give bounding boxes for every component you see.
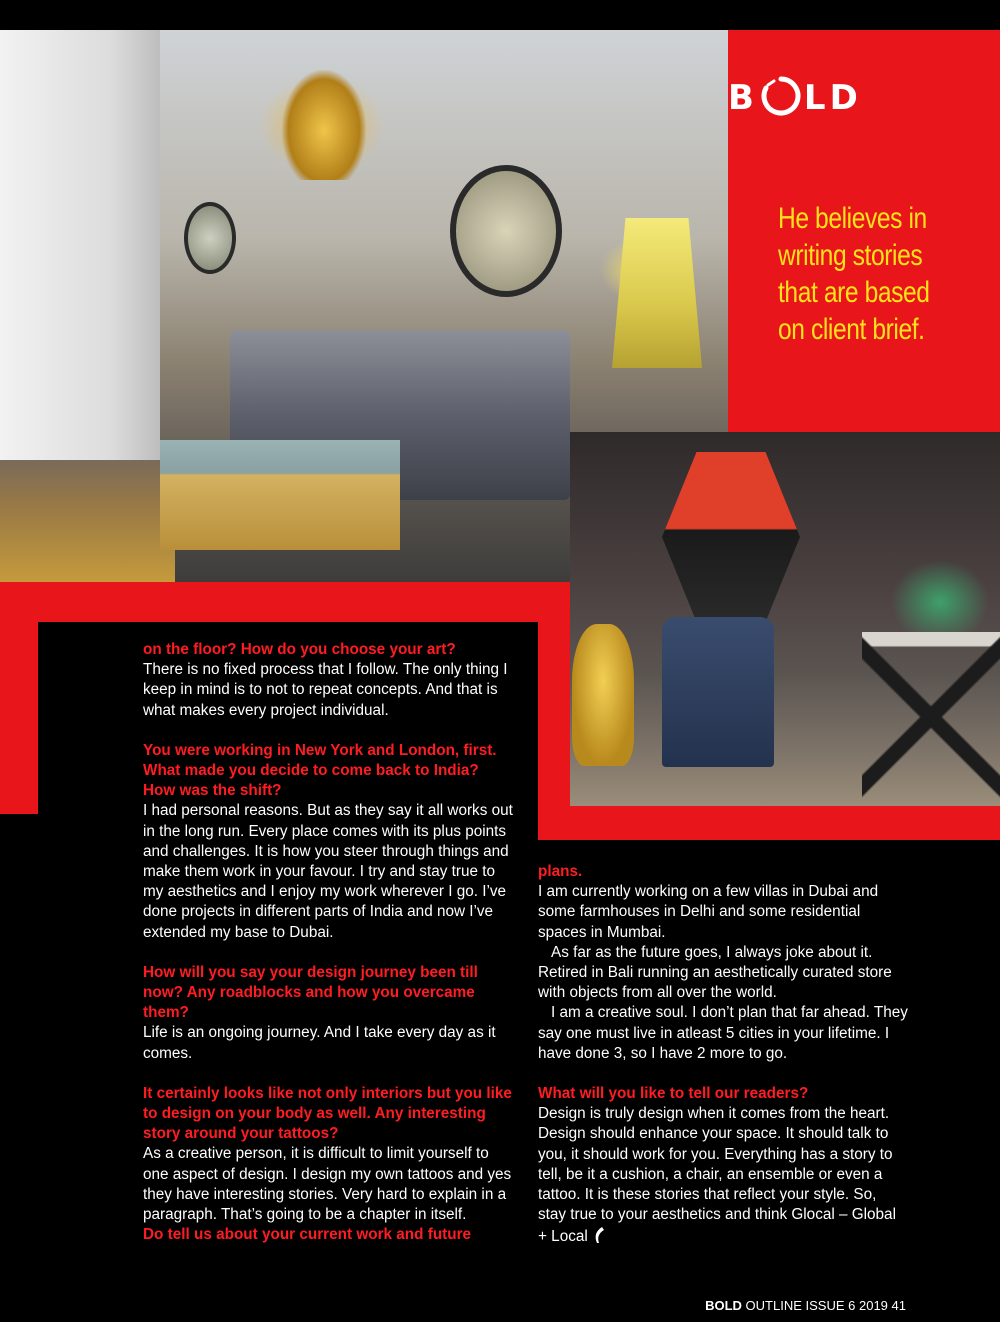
yellow-lamp: [612, 218, 702, 368]
logo-letter-b: B: [728, 78, 758, 118]
answer-readers-wrap: [538, 1104, 908, 1247]
article-column-right: [538, 862, 908, 1248]
logo-letters-ld: LD: [803, 78, 862, 118]
round-mirror: [450, 165, 562, 297]
footer-issue: ISSUE 6: [805, 1298, 856, 1313]
hexagon-artwork: [662, 452, 800, 622]
pull-quote: He believes in writing stories that are based on client brief.: [778, 202, 930, 346]
article-column-left: [143, 640, 515, 1245]
answer-current-work: I am currently working on a few villas in Dubai and some farmhouses in Delhi and some residential spaces in Mumbai.: [538, 883, 879, 941]
bold-logo: [728, 78, 938, 118]
answer-art: There is no fixed process that I follow. The only thing I keep in mind is to not to repeat concepts. And that is what makes every project individual.: [143, 661, 508, 719]
question-art: on the floor? How do you choose your art?: [143, 641, 456, 658]
small-round-mirror: [184, 202, 236, 274]
end-mark-icon: [592, 1225, 606, 1245]
pillar-base: [0, 460, 175, 582]
question-tattoos: It certainly looks like not only interiors but you like to design on your body as well. Any interesting story around your tattoos?: [143, 1084, 512, 1143]
blue-armchair: [662, 617, 774, 767]
answer-new-york: I had personal reasons. But as they say it all works out in the long run. Every place comes with its plus points and challenges. It is how you steer through things and make them work in your favour. I try and stay true to my aesthetics and I enjoy my work wherever I go. I’ve done projects in different parts of India and now I’ve extended my base to Dubai.: [143, 802, 513, 941]
question-new-york: You were working in New York and London, first. What made you decide to come back to India? How was the shift?: [143, 741, 497, 800]
footer-brand: BOLD: [705, 1298, 742, 1313]
x-leg-table: [862, 632, 1000, 802]
question-readers: What will you like to tell our readers?: [538, 1085, 809, 1103]
footer-outline: OUTLINE: [745, 1298, 802, 1313]
page-footer: [705, 1298, 906, 1314]
question-current-work-cont: plans.: [538, 863, 583, 880]
bench: [160, 440, 400, 550]
footer-page-number: 41: [891, 1298, 906, 1313]
answer-creative-soul: I am a creative soul. I don’t plan that far ahead. They say one must live in atleast 5 cities in your lifetime. I have done 3, so I have 2 more to go.: [538, 1004, 908, 1062]
answer-journey: Life is an ongoing journey. And I take every day as it comes.: [143, 1024, 496, 1062]
living-room-photo: [570, 432, 1000, 806]
answer-readers: Design is truly design when it comes from the heart. Design should enhance your space. It should talk to you, it should work for you. Everything has a story to tell, be it a cushion, a chair, an ensemble or even a tattoo. It is these stories that reflect your style. So, stay true to your aesthetics and think Glocal – Global + Local: [538, 1105, 896, 1246]
answer-future: As far as the future goes, I always joke about it. Retired in Bali running an aesthetically curated store with objects from all over the world.: [538, 943, 892, 1002]
question-journey: How will you say your design journey been till now? Any roadblocks and how you overcame them?: [143, 963, 478, 1022]
answer-tattoos: As a creative person, it is difficult to limit yourself to one aspect of design. I design my own tattoos and yes they have interesting stories. Very hard to explain in a paragraph. That’s going to be a chapter in itself.: [143, 1145, 512, 1224]
chandelier: [282, 70, 366, 180]
red-backdrop-left-strip: [0, 582, 38, 814]
question-current-work: Do tell us about your current work and future: [143, 1226, 472, 1244]
footer-year: 2019: [858, 1298, 888, 1313]
gold-statue: [572, 624, 634, 766]
brush-ring-icon: [760, 75, 802, 117]
red-backdrop-left: [0, 582, 560, 622]
